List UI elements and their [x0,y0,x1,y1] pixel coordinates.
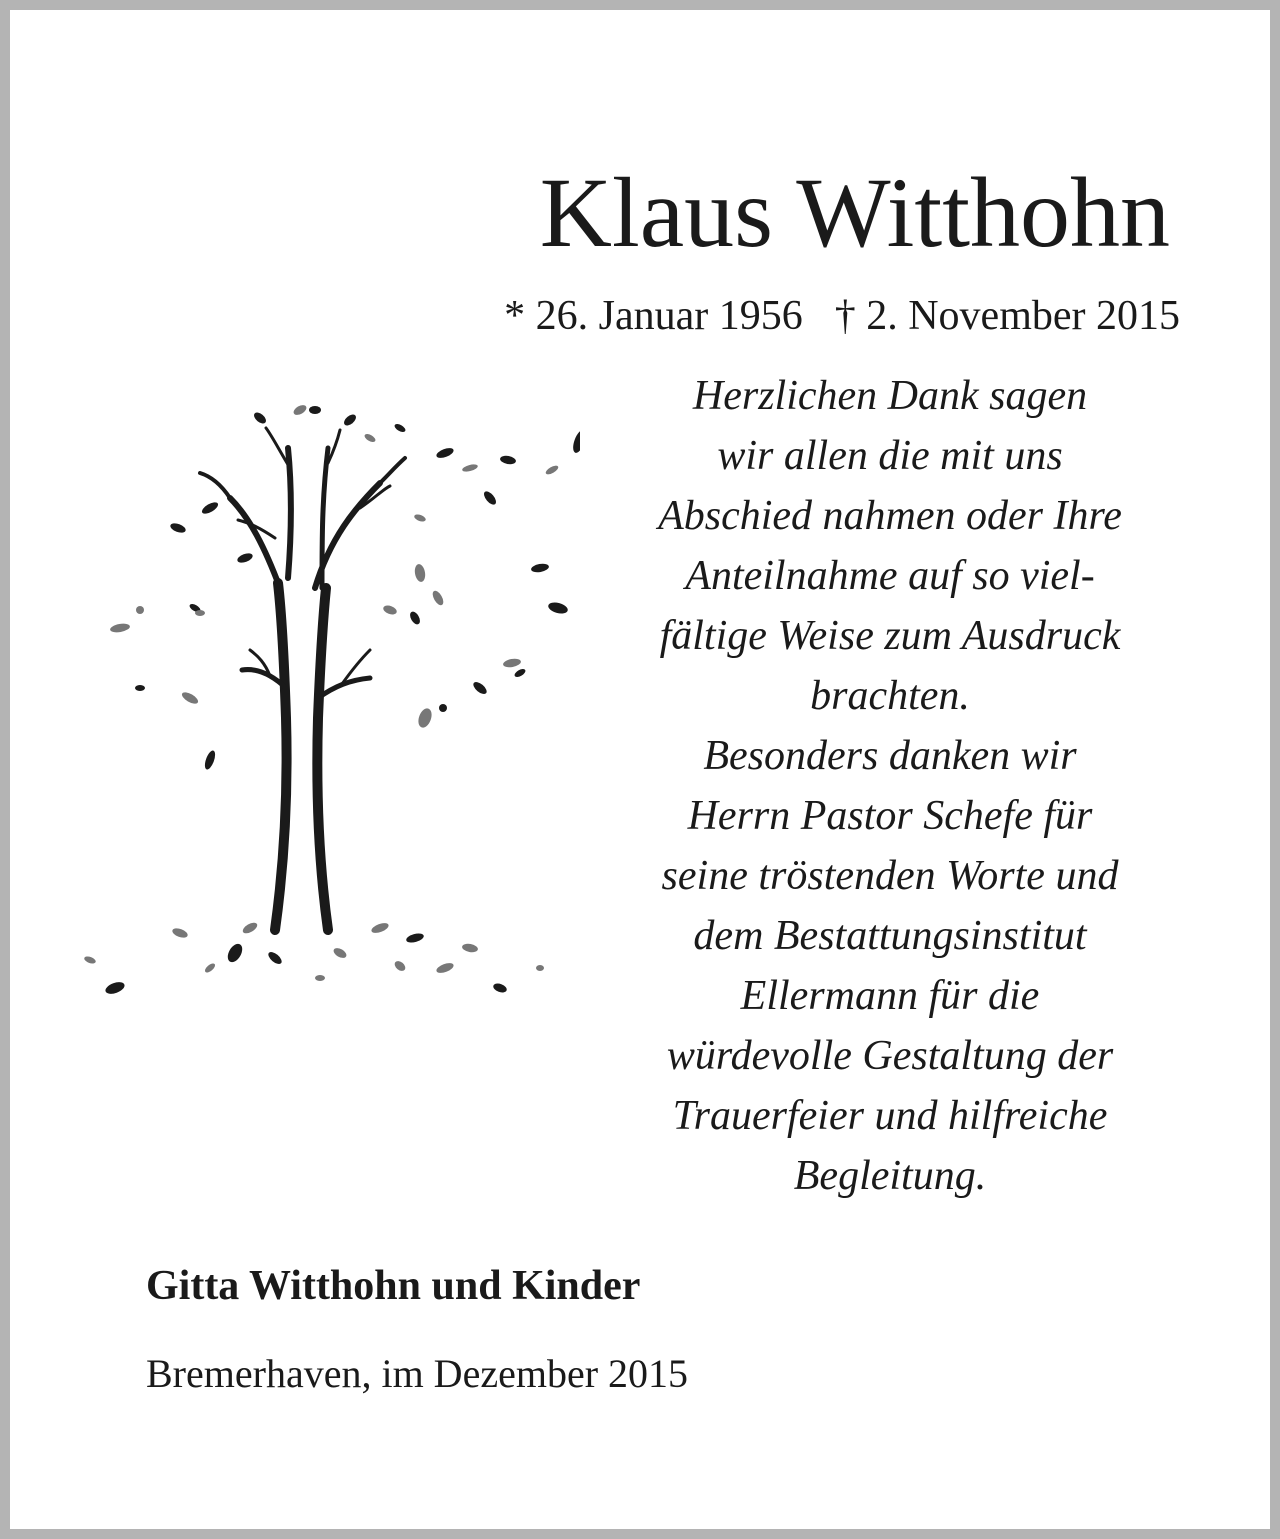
tree-with-falling-leaves-icon [60,388,580,1008]
birth-date: * 26. Januar 1956 [504,293,803,339]
thanks-line: Trauerfeier und hilfreiche [672,1093,1108,1139]
deceased-name: Klaus Witthohn [539,157,1170,268]
thanks-line: Herzlichen Dank sagen [692,373,1088,419]
thanks-line: fältige Weise zum Ausdruck [659,613,1121,659]
thank-you-message [590,366,1190,1206]
thanks-line: Herrn Pastor Schefe für [687,793,1093,839]
place-and-date: Bremerhaven, im Dezember 2015 [146,1351,689,1396]
thanks-line: Besonders danken wir [703,733,1077,779]
signer-name: Gitta Witthohn und Kinder [146,1263,641,1309]
thanks-line: dem Bestattungsinstitut [693,913,1087,959]
thanks-line: seine tröstenden Worte und [661,853,1119,899]
thanks-line: Ellermann für die [740,973,1040,1019]
thanks-line: würdevolle Gestaltung der [666,1033,1114,1079]
thanks-line: Anteilnahme auf so viel- [685,553,1095,599]
death-date: † 2. November 2015 [834,293,1180,339]
thanks-line: Begleitung. [793,1153,987,1199]
thanks-line: brachten. [810,673,970,719]
life-dates [504,292,1180,340]
thanks-line: wir allen die mit uns [717,433,1063,479]
obituary-card [10,10,1270,1529]
thanks-line: Abschied nahmen oder Ihre [658,493,1122,539]
